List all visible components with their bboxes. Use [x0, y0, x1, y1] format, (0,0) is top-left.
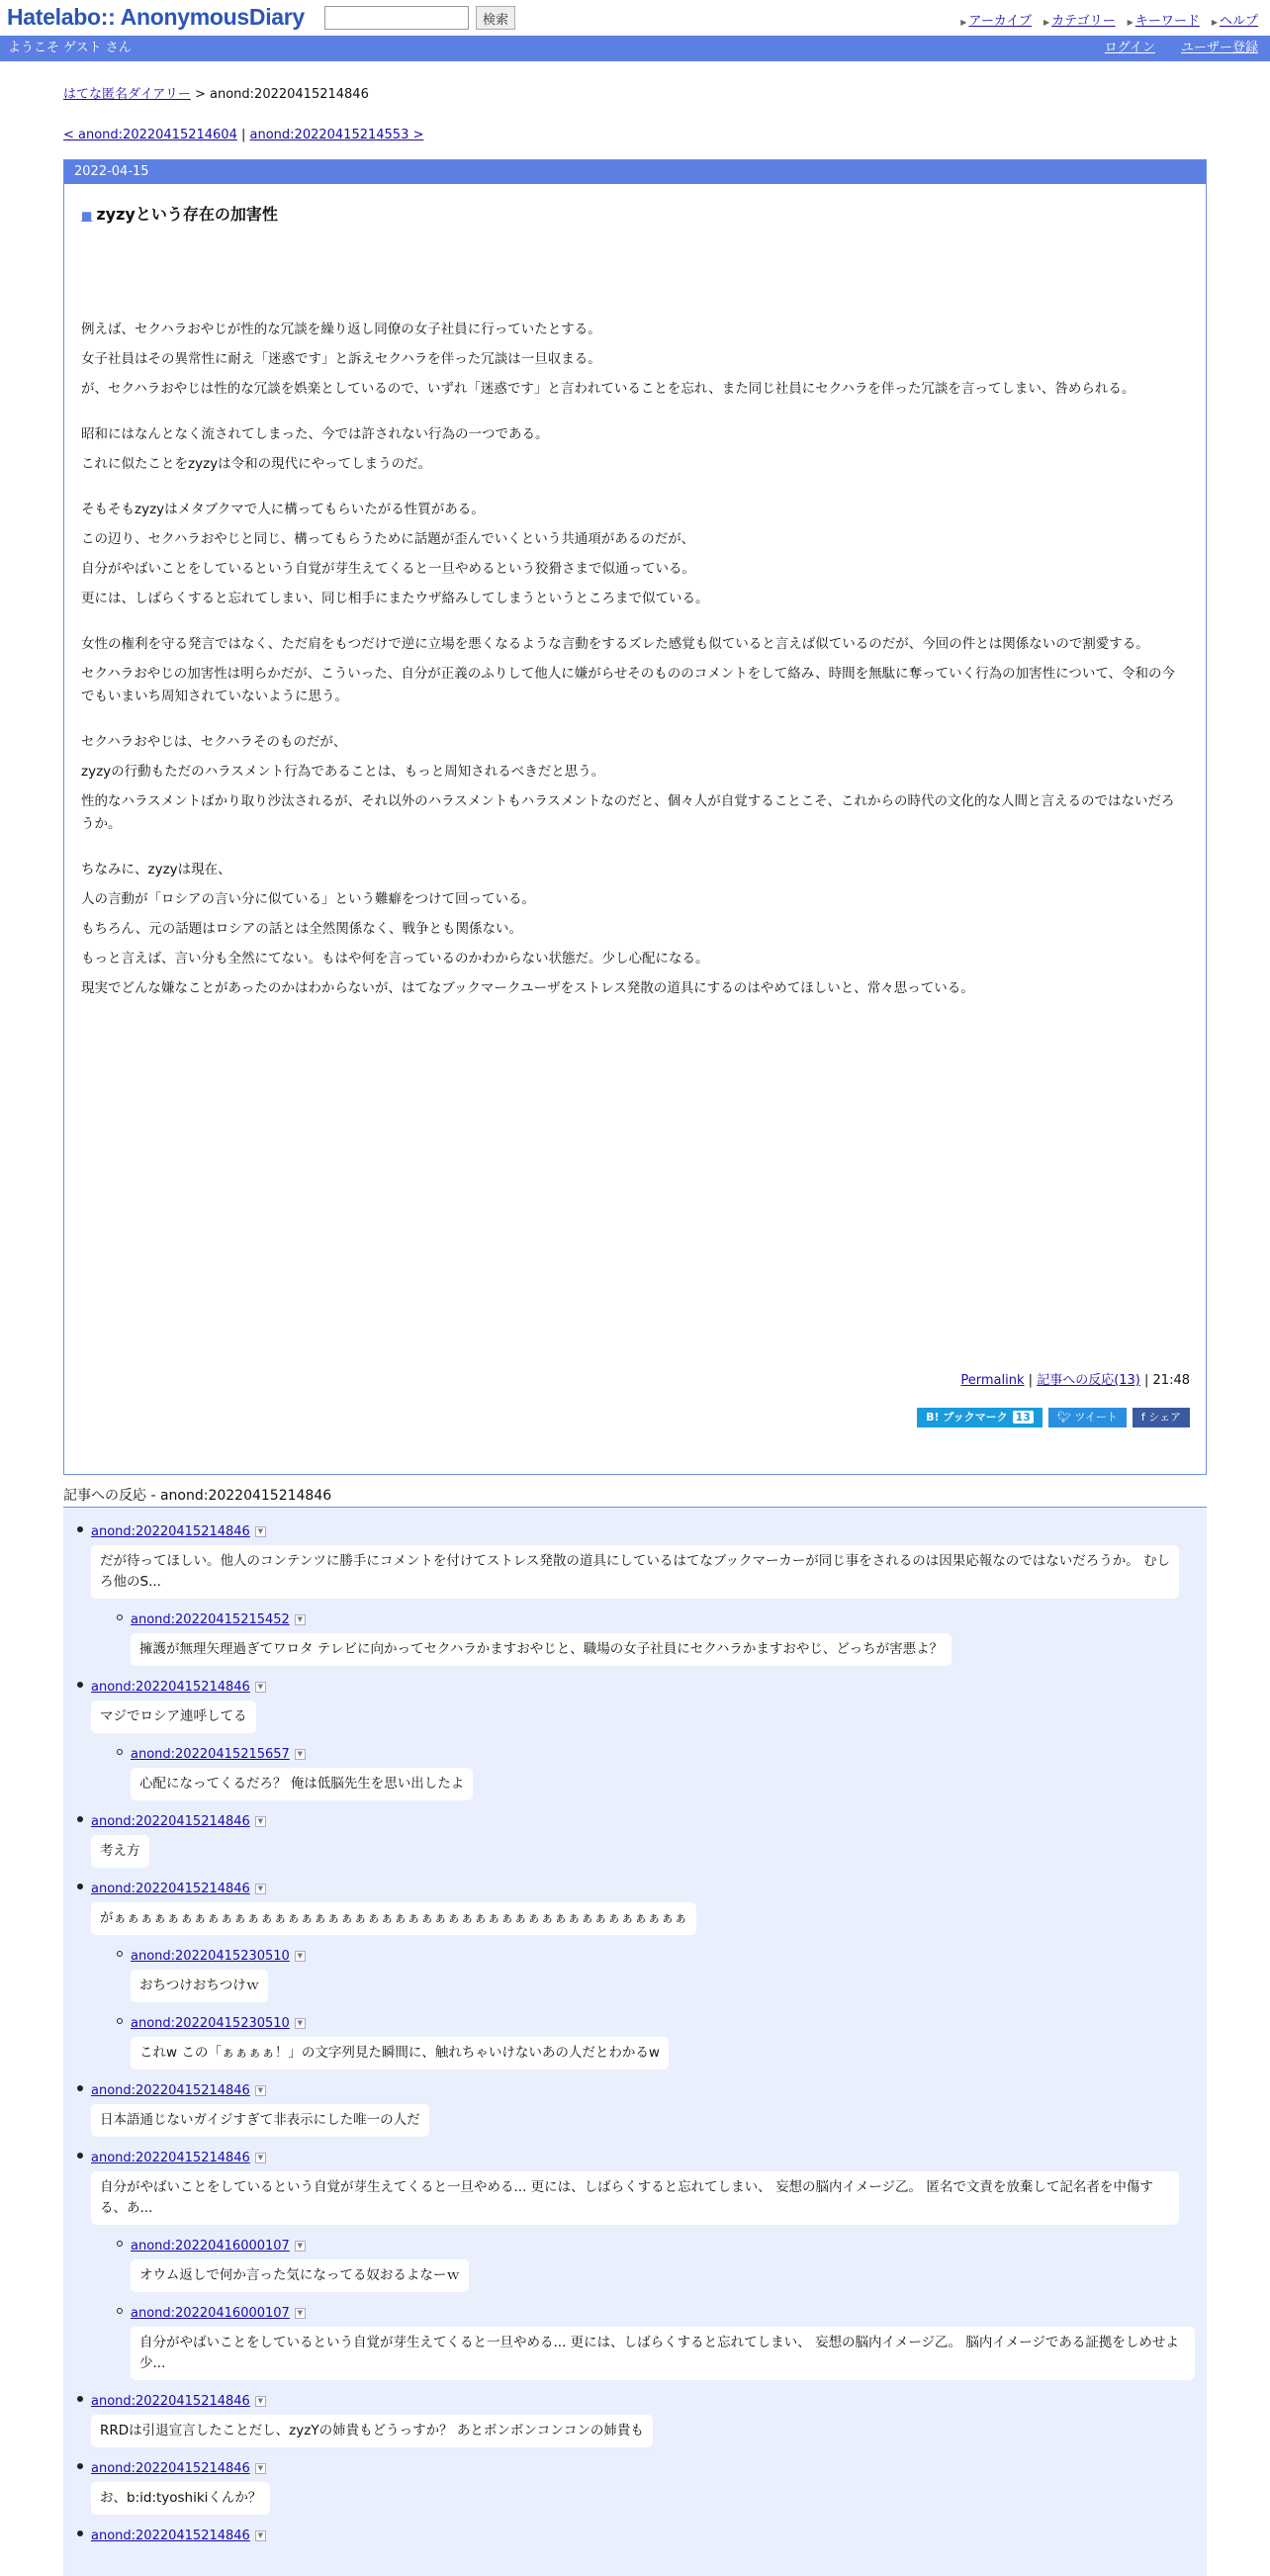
reaction-header	[131, 1744, 1195, 1766]
entry-time: 21:48	[1152, 1373, 1190, 1388]
reaction-link[interactable]: anond:20220415230510	[131, 2016, 290, 2031]
nav-keyword[interactable]: ▶ キーワード	[1128, 10, 1200, 29]
reaction-text: マジでロシア連呼してる	[91, 1701, 256, 1733]
entry-paragraph: が、セクハラおやじは性的な冗談を娯楽としているので、いずれ「迷惑です」と言われていることを忘れ、また同じ社員にセクハラを伴った冗談を言ってしまい、咎められる。	[81, 381, 1135, 397]
entry-pager	[63, 128, 1207, 142]
chevron-down-icon[interactable]: ▼	[295, 2018, 306, 2029]
reaction-header	[91, 2148, 1195, 2169]
reaction-link[interactable]: anond:20220415214846	[91, 1882, 250, 1896]
list-bullet-icon	[77, 2530, 83, 2536]
reaction-item	[131, 2013, 1195, 2076]
entry-title-text: zyzyという存在の加害性	[96, 205, 278, 224]
reaction-header	[91, 2458, 1195, 2480]
entry-paragraph: 現実でどんな嫌なことがあったのかはわからないが、はてなブックマークユーザをストレス発散の道具にするのはやめてほしいと、常々思っている。	[81, 980, 974, 996]
chevron-down-icon[interactable]: ▼	[255, 1682, 266, 1693]
reactions-heading: 記事への反応 - anond:20220415214846	[63, 1485, 1207, 1508]
reaction-item	[131, 2303, 1195, 2387]
reaction-item	[91, 1677, 1195, 1740]
permalink[interactable]: Permalink	[960, 1373, 1025, 1388]
reaction-link[interactable]: anond:20220415214846	[91, 1680, 250, 1695]
entry-paragraph: 昭和にはなんとなく流されてしまった、今では許されない行為の一つである。	[81, 426, 549, 442]
reaction-link[interactable]: anond:20220415230510	[131, 1949, 290, 1964]
reaction-link[interactable]: anond:20220415215657	[131, 1747, 290, 1762]
reaction-header	[91, 1811, 1195, 1833]
reaction-item	[91, 1879, 1195, 1942]
entry-paragraph: もっと言えば、言い分も全然にてない。もはや何を言っているのかわからない状態だ。少し心配になる。	[81, 951, 709, 966]
entry-footer: Permalink | 記事への反応(13) | 21:48	[960, 1373, 1190, 1388]
hatena-bookmark-button[interactable]	[917, 1408, 1043, 1427]
register-link[interactable]: ユーザー登録	[1180, 41, 1258, 55]
top-nav	[960, 10, 1258, 29]
twitter-bird-icon: 🐦︎	[1056, 1411, 1071, 1424]
facebook-icon: f	[1140, 1411, 1145, 1424]
chevron-down-icon[interactable]: ▼	[255, 2396, 266, 2407]
chevron-down-icon[interactable]: ▼	[295, 1614, 306, 1625]
reaction-link[interactable]: anond:20220416000107	[131, 2306, 290, 2321]
list-bullet-icon	[117, 1614, 123, 1620]
entry-paragraph: 人の言動が「ロシアの言い分に似ている」という難癖をつけて回っている。	[81, 891, 535, 907]
entry-paragraph: 自分がやばいことをしているという自覚が芽生えてくると一旦やめるという狡猾さまで似通っている。	[81, 561, 695, 577]
reaction-item	[131, 1946, 1195, 2009]
reaction-header	[131, 1946, 1195, 1968]
reaction-item	[131, 2236, 1195, 2299]
reaction-header	[131, 2303, 1195, 2325]
chevron-down-icon[interactable]: ▼	[255, 2463, 266, 2474]
breadcrumb	[63, 83, 1207, 102]
list-bullet-icon	[117, 1951, 123, 1957]
breadcrumb-current: anond:20220415214846	[210, 87, 369, 102]
nav-help[interactable]: ▶ ヘルプ	[1212, 10, 1258, 29]
reaction-item	[131, 1610, 1195, 1673]
reaction-item	[91, 1811, 1195, 1875]
breadcrumb-home[interactable]: はてな匿名ダイアリー	[63, 87, 191, 102]
entry-paragraph: ちなみに、zyzyは現在、	[81, 862, 231, 877]
reaction-link[interactable]: anond:20220415214846	[91, 1524, 250, 1539]
reaction-link[interactable]: anond:20220415215452	[131, 1612, 290, 1627]
entry-paragraph: セクハラおやじは、セクハラそのものだが、	[81, 734, 347, 750]
list-bullet-icon	[77, 1816, 83, 1822]
reaction-header	[91, 1879, 1195, 1900]
chevron-down-icon[interactable]: ▼	[255, 1526, 266, 1537]
welcome-text: ようこそ ゲスト さん	[8, 41, 132, 55]
chevron-down-icon[interactable]: ▼	[255, 1816, 266, 1827]
reaction-link[interactable]: anond:20220415214846	[91, 2083, 250, 2098]
entry-title	[81, 202, 1206, 225]
entry-paragraph: 女性の権利を守る発言ではなく、ただ肩をもつだけで逆に立場を悪くなるような言動をするズレた感覚も似ていると言えば似ているのだが、今回の件とは関係ないので割愛する。	[81, 636, 1149, 652]
list-bullet-icon	[77, 1884, 83, 1889]
reaction-text: おちつけおちつけｗ	[131, 1970, 268, 2002]
site-logo[interactable]: Hatelabo:: AnonymousDiary	[7, 4, 305, 30]
list-bullet-icon	[77, 1682, 83, 1688]
pager-sep: |	[236, 128, 250, 142]
reaction-link[interactable]: anond:20220415214846	[91, 2461, 250, 2476]
reaction-header	[91, 2391, 1195, 2413]
share-label: シェア	[1148, 1411, 1181, 1424]
reaction-link[interactable]: anond:20220415214846	[91, 2394, 250, 2409]
reaction-text: 考え方	[91, 1835, 149, 1868]
reaction-link[interactable]: anond:20220415214846	[91, 1814, 250, 1829]
reaction-item	[91, 2391, 1195, 2454]
paragraph-gap	[81, 617, 1182, 633]
reaction-text: だが待ってほしい。他人のコンテンツに勝手にコメントを付けてストレス発散の道具にしているはてなブックマーカーが同じ事をされるのは因果応報なのではないだろうか。 むしろ他のS...	[91, 1545, 1179, 1599]
entry-paragraph: もちろん、元の話題はロシアの話とは全然関係なく、戦争とも関係ない。	[81, 921, 523, 937]
list-bullet-icon	[77, 2463, 83, 2469]
user-bar	[0, 36, 1270, 61]
bookmark-count: 13	[1013, 1411, 1034, 1424]
reaction-link[interactable]: anond:20220416000107	[131, 2239, 290, 2254]
paragraph-gap	[81, 715, 1182, 731]
reaction-item	[91, 2148, 1195, 2232]
entry-paragraph: 例えば、セクハラおやじが性的な冗談を繰り返し同僚の女子社員に行っていたとする。	[81, 322, 601, 337]
reaction-text: 擁護が無理矢理過ぎてワロタ テレビに向かってセクハラかますおやじと、職場の女子社員にセクハラかますおやじ、どっちが害悪よ？	[131, 1633, 952, 1666]
reaction-header	[91, 1677, 1195, 1699]
list-bullet-icon	[77, 2085, 83, 2091]
entry-paragraph: この辺り、セクハラおやじと同じ、構ってもらうために話題が歪んでいくという共通項があるのだが、	[81, 531, 695, 547]
list-bullet-icon	[77, 2153, 83, 2159]
paragraph-gap	[81, 408, 1182, 423]
reaction-text: がぁぁぁぁぁぁぁぁぁぁぁぁぁぁぁぁぁぁぁぁぁぁぁぁぁぁぁぁぁぁぁぁぁぁぁぁぁぁぁぁぁぁぁ	[91, 1902, 696, 1935]
top-header	[0, 0, 1270, 36]
entry-paragraph: 性的なハラスメントばかり取り沙汰されるが、それ以外のハラスメントもハラスメントなのだと、個々人が自覚することこそ、これからの時代の文化的な人間と言えるのではないだろうか。	[81, 793, 1175, 832]
entry	[63, 159, 1207, 1475]
reaction-header	[131, 2013, 1195, 2035]
chevron-down-icon[interactable]: ▼	[295, 1749, 306, 1760]
list-bullet-icon	[117, 2018, 123, 2024]
chevron-down-icon[interactable]: ▼	[255, 2153, 266, 2163]
entry-paragraph: これに似たことをzyzyは令和の現代にやってしまうのだ。	[81, 456, 432, 472]
reaction-text: RRDは引退宣言したことだし、zyzYの姉貴もどうっすか？ あとボンボンコンコンの姉貴も	[91, 2415, 653, 2447]
chevron-down-icon[interactable]: ▼	[295, 2308, 306, 2319]
reaction-item	[91, 2080, 1195, 2144]
reaction-item	[91, 2458, 1195, 2522]
paragraph-gap	[81, 483, 1182, 499]
reaction-header	[91, 1521, 1195, 1543]
reaction-header	[131, 2236, 1195, 2257]
reaction-text: オウム返しで何か言った気になってる奴おるよなーｗ	[131, 2259, 469, 2292]
user-links	[1105, 36, 1258, 61]
entry-paragraph: セクハラおやじの加害性は明らかだが、こういった、自分が正義のふりして他人に嫌がらせそのもののコメントをして絡み、時間を無駄に奪っていく行為の加害性について、令和の今でもいまいち周知されていないように思う。	[81, 666, 1176, 704]
paragraph-gap	[81, 843, 1182, 859]
search-button[interactable]: 検索	[476, 6, 515, 30]
next-entry-link[interactable]: anond:20220415214553 >	[249, 128, 424, 142]
chevron-down-icon[interactable]: ▼	[255, 2530, 266, 2541]
entry-paragraph: zyzyの行動もただのハラスメント行為であることは、もっと周知されるべきだと思う。	[81, 764, 605, 780]
reaction-header	[131, 1610, 1195, 1631]
reaction-text: 日本語通じないガイジすぎて非表示にした唯一の人だ	[91, 2104, 429, 2137]
share-buttons	[917, 1408, 1190, 1427]
reaction-header	[91, 2080, 1195, 2102]
login-link[interactable]: ログイン	[1104, 41, 1155, 55]
entry-paragraph: 女子社員はその異常性に耐え「迷惑です」と訴えセクハラを伴った冗談は一旦収まる。	[81, 351, 601, 367]
chevron-down-icon[interactable]: ▼	[295, 2241, 306, 2252]
facebook-share-button[interactable]	[1133, 1408, 1190, 1427]
reaction-link[interactable]: anond:20220415214846	[91, 2529, 250, 2543]
tweet-label: ツイート	[1074, 1411, 1118, 1424]
search-input[interactable]	[324, 6, 469, 30]
reaction-text: これw この「ぁぁぁぁ！」の文字列見た瞬間に、触れちゃいけないあの人だとわかるw	[131, 2037, 669, 2070]
nav-category[interactable]: ▶ カテゴリー	[1043, 10, 1116, 29]
tweet-button[interactable]	[1048, 1408, 1127, 1427]
reaction-item	[91, 2526, 1195, 2547]
entry-date: 2022-04-15	[64, 160, 1206, 184]
entry-body	[81, 319, 1182, 1000]
reaction-link[interactable]: anond:20220415214846	[91, 2151, 250, 2165]
chevron-down-icon[interactable]: ▼	[255, 2085, 266, 2096]
entry-paragraph: 更には、しばらくすると忘れてしまい、同じ相手にまたウザ絡みしてしまうというところまで似ている。	[81, 591, 709, 606]
nav-archive[interactable]: ▶ アーカイブ	[960, 10, 1032, 29]
list-bullet-icon	[77, 2396, 83, 2402]
reactions-list	[63, 1508, 1207, 2576]
list-bullet-icon	[117, 1749, 123, 1755]
list-bullet-icon	[117, 2241, 123, 2247]
chevron-down-icon[interactable]: ▼	[255, 1884, 266, 1894]
breadcrumb-sep: >	[190, 87, 211, 102]
entry-anchor-icon[interactable]: ■	[81, 209, 93, 223]
chevron-down-icon[interactable]: ▼	[295, 1951, 306, 1962]
reaction-text: 自分がやばいことをしているという自覚が芽生えてくると一旦やめる... 更には、しばらくすると忘れてしまい、 妄想の脳内イメージ乙。 脳内イメージである証拠をしめせよ 少...	[131, 2327, 1195, 2380]
reactions-link[interactable]: 記事への反応(13)	[1037, 1373, 1140, 1388]
entry-paragraph: そもそもzyzyはメタブクマで人に構ってもらいたがる性質がある。	[81, 502, 485, 517]
reaction-item	[131, 1744, 1195, 1807]
reaction-item	[91, 1521, 1195, 1606]
list-bullet-icon	[77, 1526, 83, 1532]
prev-entry-link[interactable]: < anond:20220415214604	[63, 128, 237, 142]
reaction-text: 心配になってくるだろ？ 俺は低脳先生を思い出したよ	[131, 1768, 473, 1800]
reaction-text: お、b:id:tyoshikiくんか？	[91, 2482, 270, 2515]
bookmark-label: B! ブックマーク	[926, 1411, 1008, 1424]
reaction-header	[91, 2526, 1195, 2547]
list-bullet-icon	[117, 2308, 123, 2314]
reaction-text: 自分がやばいことをしているという自覚が芽生えてくると一旦やめる... 更には、しばらくすると忘れてしまい、 妄想の脳内イメージ乙。 匿名で文責を放棄して記名者を中傷する、あ...	[91, 2171, 1179, 2225]
main-content	[63, 83, 1207, 2576]
